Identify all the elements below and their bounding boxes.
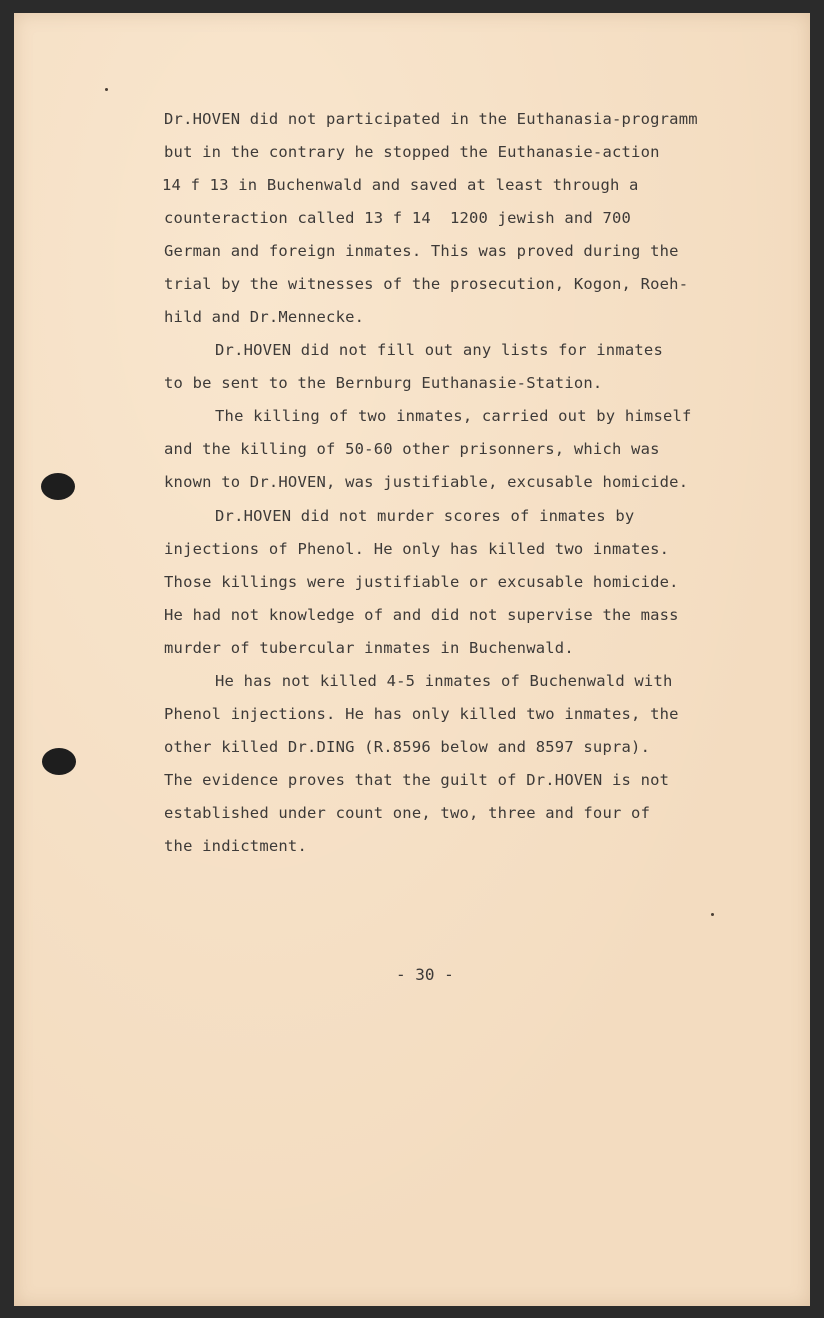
body-line: but in the contrary he stopped the Euthanasie-action: [164, 143, 660, 161]
paper-speck: [105, 88, 108, 91]
punch-hole-top: [41, 473, 75, 500]
body-line: The killing of two inmates, carried out by himself: [215, 407, 692, 425]
body-line: German and foreign inmates. This was proved during the: [164, 242, 679, 260]
body-line: injections of Phenol. He only has killed two inmates.: [164, 540, 670, 558]
body-line: Those killings were justifiable or excusable homicide.: [164, 573, 679, 591]
body-line: Dr.HOVEN did not participated in the Euthanasia-programm: [164, 110, 698, 128]
document-page: [14, 13, 810, 1306]
body-line: to be sent to the Bernburg Euthanasie-Station.: [164, 374, 603, 392]
body-line: Dr.HOVEN did not fill out any lists for inmates: [215, 341, 663, 359]
body-line: He had not knowledge of and did not supervise the mass: [164, 606, 679, 624]
body-line: He has not killed 4-5 inmates of Buchenwald with: [215, 672, 673, 690]
body-line: counteraction called 13 f 14 1200 jewish and 700: [164, 209, 632, 227]
body-line: known to Dr.HOVEN, was justifiable, excusable homicide.: [164, 473, 689, 491]
body-line: murder of tubercular inmates in Buchenwald.: [164, 639, 574, 657]
punch-hole-bottom: [42, 748, 76, 775]
body-line: established under count one, two, three and four of: [164, 804, 651, 822]
body-line: Dr.HOVEN did not murder scores of inmates by: [215, 507, 635, 525]
body-line: Phenol injections. He has only killed two inmates, the: [164, 705, 679, 723]
body-line: the indictment.: [164, 837, 307, 855]
body-line: and the killing of 50-60 other prisonners, which was: [164, 440, 660, 458]
body-line: other killed Dr.DING (R.8596 below and 8597 supra).: [164, 738, 651, 756]
body-line: The evidence proves that the guilt of Dr.HOVEN is not: [164, 771, 670, 789]
body-line: 14 f 13 in Buchenwald and saved at least through a: [162, 176, 639, 194]
body-line: hild and Dr.Mennecke.: [164, 308, 365, 326]
body-line: trial by the witnesses of the prosecution, Kogon, Roeh-: [164, 275, 689, 293]
paper-speck: [711, 913, 714, 916]
page-number: - 30 -: [396, 965, 454, 984]
